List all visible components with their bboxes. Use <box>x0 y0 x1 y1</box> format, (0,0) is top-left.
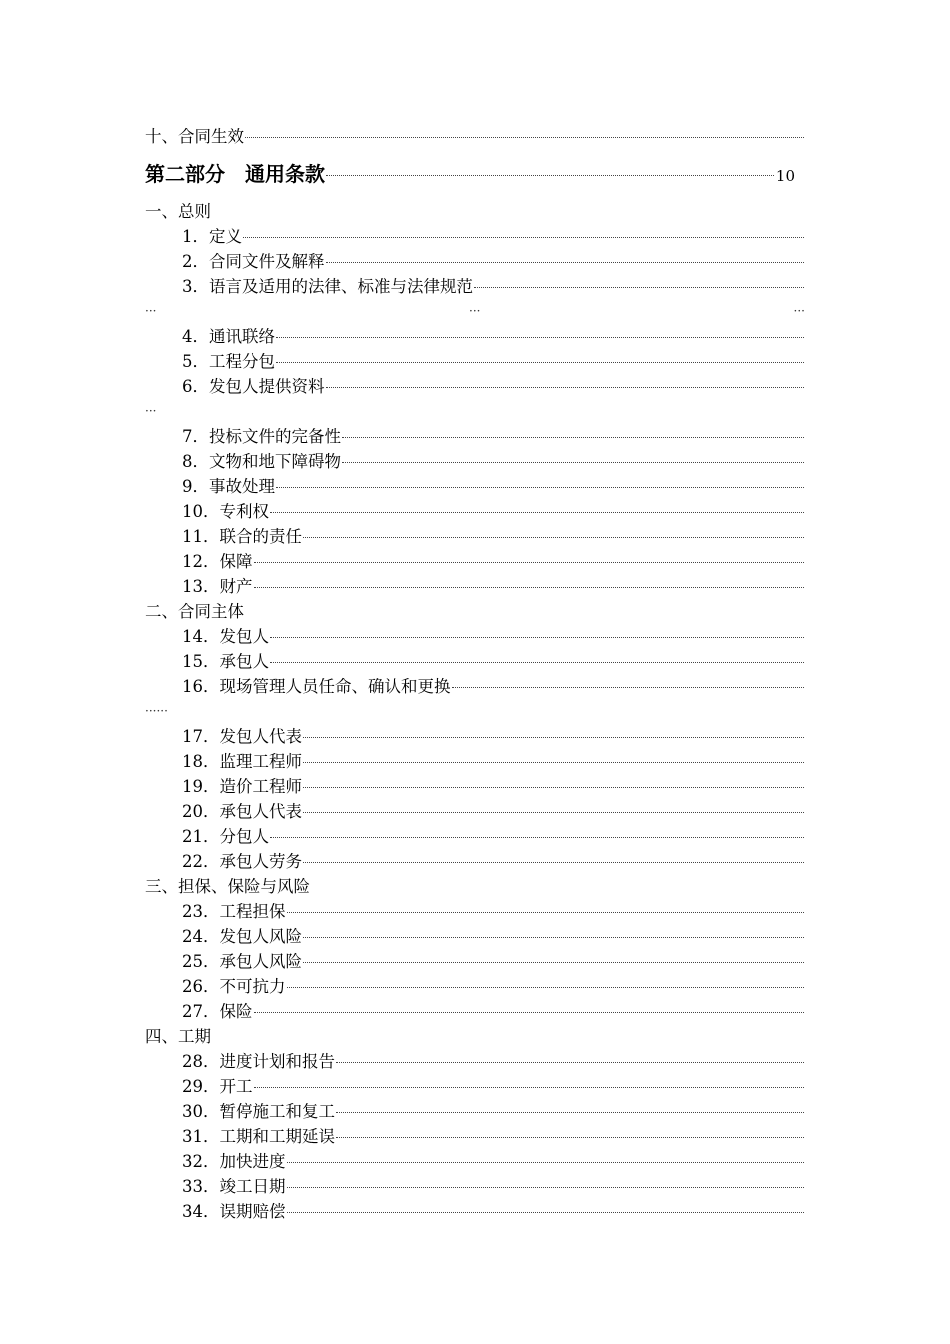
section-title: 四、工期 <box>145 1027 211 1046</box>
toc-entry-label: 26．不可抗力 <box>182 977 286 996</box>
toc-entry-label: 17．发包人代表 <box>182 727 302 746</box>
toc-entry-label: 27．保险 <box>182 1002 253 1021</box>
dot-leader <box>303 937 804 938</box>
dot-leader <box>270 662 804 663</box>
toc-section-heading <box>145 599 805 624</box>
dot-leader <box>336 1062 804 1063</box>
dot-leader <box>342 462 804 463</box>
dot-leader <box>287 1162 805 1163</box>
dot-leader <box>303 762 804 763</box>
toc-entry <box>145 349 805 374</box>
toc-entry <box>145 624 805 649</box>
toc-entry <box>145 324 805 349</box>
section-title: 二、合同主体 <box>145 602 244 621</box>
toc-entry <box>145 749 805 774</box>
dot-leader <box>326 262 805 263</box>
toc-entry <box>145 974 805 999</box>
toc-entry-contract-effective <box>145 124 805 149</box>
dot-leader <box>336 1137 804 1138</box>
toc-entry-label: 18．监理工程师 <box>182 752 302 771</box>
toc-entry <box>145 1124 805 1149</box>
toc-section-heading <box>145 1024 805 1049</box>
toc-entry <box>145 224 805 249</box>
toc-entry <box>145 774 805 799</box>
leader-overflow-dots: ······ <box>145 704 168 718</box>
dot-leader <box>276 337 804 338</box>
toc-entry-label: 10．专利权 <box>182 502 269 521</box>
leader-overflow-line <box>145 699 805 724</box>
dot-leader <box>254 587 805 588</box>
toc-entry-label: 29．开工 <box>182 1077 253 1096</box>
toc-entry <box>145 499 805 524</box>
toc-entry-label: 30．暂停施工和复工 <box>182 1102 335 1121</box>
toc-entry-label: 25．承包人风险 <box>182 952 302 971</box>
toc-entry <box>145 1199 805 1224</box>
dot-leader <box>254 1012 805 1013</box>
dot-leader <box>303 787 804 788</box>
toc-entry-label: 20．承包人代表 <box>182 802 302 821</box>
dot-leader <box>452 687 805 688</box>
toc-entry <box>145 574 805 599</box>
toc-entry <box>145 449 805 474</box>
toc-entry <box>145 474 805 499</box>
toc-entry-label: 14．发包人 <box>182 627 269 646</box>
toc-entry <box>145 1149 805 1174</box>
toc-entry-label: 6．发包人提供资料 <box>182 377 325 396</box>
toc-entry <box>145 824 805 849</box>
dot-leader <box>326 175 774 176</box>
dot-leader <box>243 237 804 238</box>
dot-leader <box>303 537 804 538</box>
toc-entry <box>145 949 805 974</box>
toc-entry <box>145 899 805 924</box>
leader-overflow-dots: ··· <box>793 304 805 318</box>
dot-leader <box>336 1112 804 1113</box>
toc-entry-label: 16．现场管理人员任命、确认和更换 <box>182 677 451 696</box>
toc-entry <box>145 799 805 824</box>
toc-entry <box>145 374 805 399</box>
dot-leader <box>326 387 805 388</box>
toc-entry-label: 28．进度计划和报告 <box>182 1052 335 1071</box>
toc-entry-label: 33．竣工日期 <box>182 1177 286 1196</box>
dot-leader <box>303 862 804 863</box>
toc-entry <box>145 549 805 574</box>
dot-leader <box>287 1212 805 1213</box>
dot-leader <box>254 1087 805 1088</box>
toc-entry-label: 十、合同生效 <box>145 127 244 146</box>
dot-leader <box>270 637 804 638</box>
leader-overflow-line <box>145 299 805 324</box>
toc-entry-label: 32．加快进度 <box>182 1152 286 1171</box>
toc-entry-label: 23．工程担保 <box>182 902 286 921</box>
toc-entry <box>145 649 805 674</box>
toc-entry-label: 7．投标文件的完备性 <box>182 427 341 446</box>
dot-leader <box>270 837 804 838</box>
dot-leader <box>303 737 804 738</box>
toc-entry-label: 19．造价工程师 <box>182 777 302 796</box>
toc-entry-label: 12．保障 <box>182 552 253 571</box>
dot-leader <box>303 812 804 813</box>
toc-entry <box>145 849 805 874</box>
toc-entry-label: 31．工期和工期延误 <box>182 1127 335 1146</box>
toc-entry <box>145 249 805 274</box>
toc-entry-label: 4．通讯联络 <box>182 327 275 346</box>
toc-entry-label: 34．误期赔偿 <box>182 1202 286 1221</box>
dot-leader <box>276 362 804 363</box>
toc-entry-label: 11．联合的责任 <box>182 527 302 546</box>
part-title: 第二部分 通用条款 <box>145 162 325 186</box>
toc-entry-label: 8．文物和地下障碍物 <box>182 452 341 471</box>
toc-entry-label: 21．分包人 <box>182 827 269 846</box>
dot-leader <box>474 287 804 288</box>
section-title: 三、担保、保险与风险 <box>145 877 310 896</box>
toc-entry-label: 5．工程分包 <box>182 352 275 371</box>
page-number: 10 <box>775 167 795 185</box>
toc-entry <box>145 524 805 549</box>
dot-leader <box>270 512 804 513</box>
toc-entry <box>145 924 805 949</box>
toc-entry <box>145 674 805 699</box>
dot-leader <box>287 912 805 913</box>
toc-entry-label: 22．承包人劳务 <box>182 852 302 871</box>
toc-entry <box>145 1174 805 1199</box>
dot-leader <box>245 137 804 138</box>
toc-entry-label: 3．语言及适用的法律、标准与法律规范 <box>182 277 473 296</box>
dot-leader <box>287 987 805 988</box>
dot-leader <box>254 562 805 563</box>
leader-overflow-line <box>145 399 805 424</box>
toc-entry-label: 13．财产 <box>182 577 253 596</box>
dot-leader <box>276 487 804 488</box>
toc-entry-label: 2．合同文件及解释 <box>182 252 325 271</box>
toc-section-heading <box>145 199 805 224</box>
toc-entry-label: 24．发包人风险 <box>182 927 302 946</box>
toc-entry <box>145 424 805 449</box>
section-title: 一、总则 <box>145 202 211 221</box>
toc-entry-label: 1．定义 <box>182 227 242 246</box>
toc-entry-label: 15．承包人 <box>182 652 269 671</box>
toc-section-heading <box>145 874 805 899</box>
leader-overflow-dots: ··· <box>145 404 157 418</box>
leader-overflow-dots: ··· <box>469 304 481 318</box>
toc-entry <box>145 1074 805 1099</box>
leader-overflow-dots: ··· <box>145 304 157 318</box>
toc-entry <box>145 999 805 1024</box>
dot-leader <box>287 1187 805 1188</box>
toc-entry <box>145 724 805 749</box>
toc-entry-label: 9．事故处理 <box>182 477 275 496</box>
toc-part-heading <box>145 149 805 199</box>
toc-entry <box>145 274 805 299</box>
dot-leader <box>342 437 804 438</box>
toc-entry <box>145 1099 805 1124</box>
dot-leader <box>303 962 804 963</box>
table-of-contents <box>145 124 805 1224</box>
toc-entry <box>145 1049 805 1074</box>
